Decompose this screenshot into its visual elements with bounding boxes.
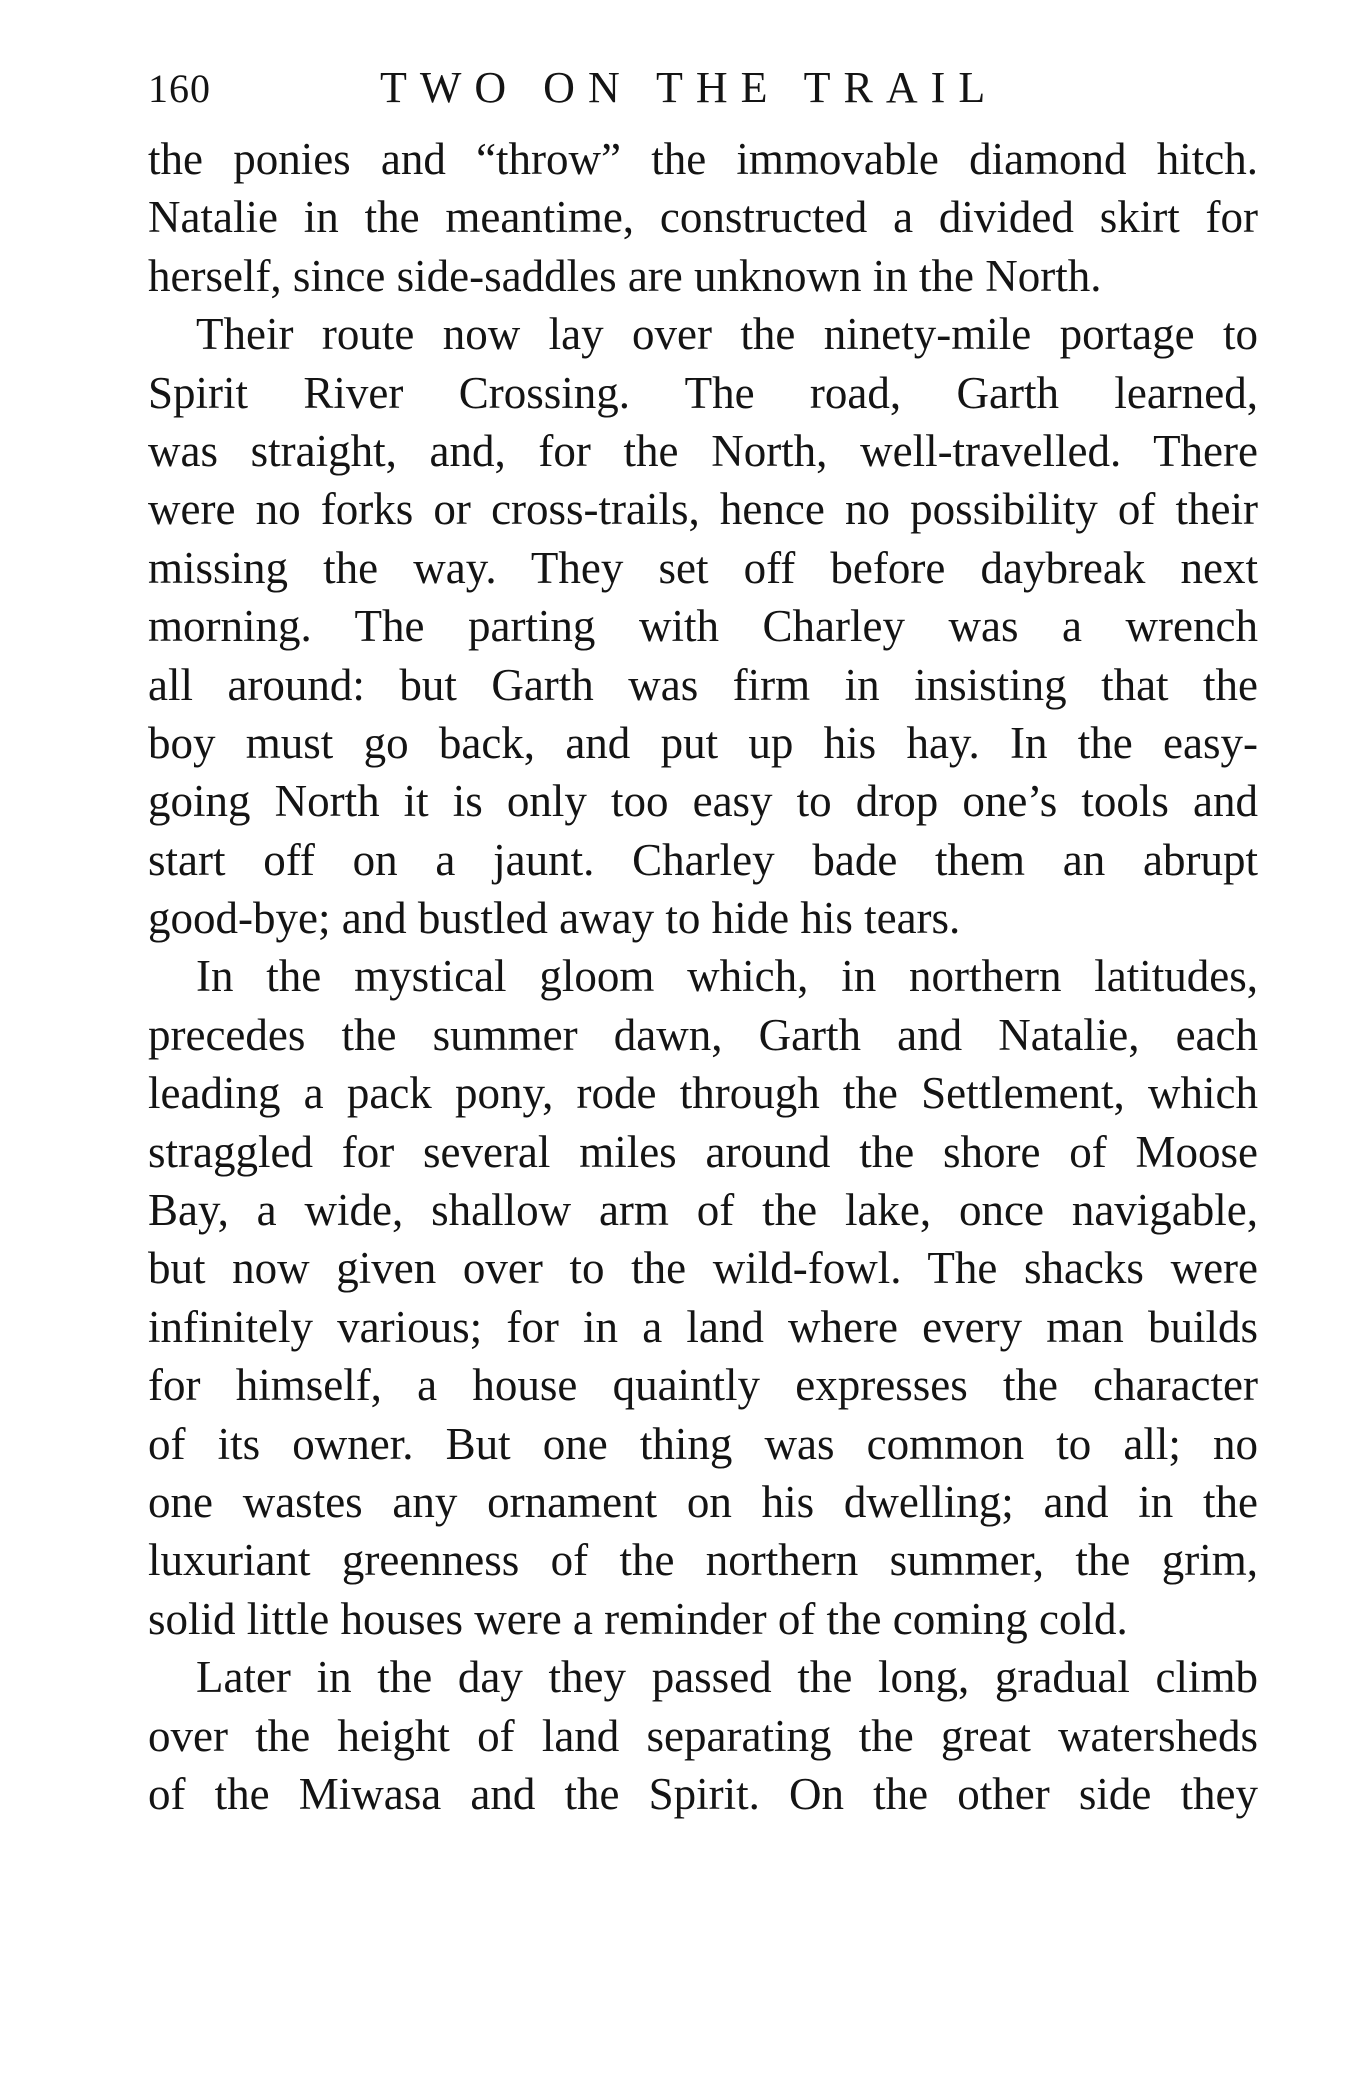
text-line: all around: but Garth was firm in insisting that the <box>148 659 1258 710</box>
text-line: the ponies and “throw” the immovable diamond hitch. <box>148 134 1258 184</box>
text-line: for himself, a house quaintly expresses the character <box>148 1360 1258 1411</box>
text-line: Spirit River Crossing. The road, Garth learned, <box>148 367 1258 418</box>
book-page <box>148 62 1258 1823</box>
text-line: morning. The parting with Charley was a wrench <box>148 601 1258 652</box>
text-line: of the Miwasa and the Spirit. On the other side they <box>148 1768 1258 1819</box>
text-line: infinitely various; for in a land where every man builds <box>148 1301 1258 1352</box>
text-line: was straight, and, for the North, well-travelled. There <box>148 425 1258 476</box>
text-line: Bay, a wide, shallow arm of the lake, once navigable, <box>148 1185 1258 1236</box>
text-line: going North it is only too easy to drop one’s tools and <box>148 776 1258 827</box>
text-line: straggled for several miles around the shore of Moose <box>148 1126 1258 1177</box>
text-line: Later in the day they passed the long, gradual climb <box>196 1652 1258 1703</box>
text-line: missing the way. They set off before daybreak next <box>148 542 1258 593</box>
text-line: of its owner. But one thing was common to all; no <box>148 1418 1258 1469</box>
text-line: solid little houses were a reminder of the coming cold. <box>148 1593 1128 1644</box>
text-line: Their route now lay over the ninety-mile portage to <box>196 309 1258 360</box>
text-line: but now given over to the wild-fowl. The shacks were <box>148 1243 1258 1294</box>
text-line: leading a pack pony, rode through the Settlement, which <box>148 1068 1258 1119</box>
running-title: TWO ON THE TRAIL <box>380 63 999 112</box>
text-line: start off on a jaunt. Charley bade them an abrupt <box>148 834 1258 885</box>
text-line: were no forks or cross-trails, hence no possibility of their <box>148 484 1258 535</box>
text-line: boy must go back, and put up his hay. In the easy- <box>148 717 1258 768</box>
text-line: one wastes any ornament on his dwelling; and in the <box>148 1476 1258 1527</box>
text-line: Natalie in the meantime, constructed a divided skirt for <box>148 192 1258 243</box>
text-line: herself, since side-saddles are unknown in the North. <box>148 250 1102 301</box>
text-line: precedes the summer dawn, Garth and Natalie, each <box>148 1009 1258 1060</box>
body-text <box>148 130 1258 1823</box>
text-line: over the height of land separating the great watersheds <box>148 1710 1258 1761</box>
page-number: 160 <box>148 66 211 111</box>
text-line: good-bye; and bustled away to hide his tears. <box>148 893 961 944</box>
text-line: luxuriant greenness of the northern summer, the grim, <box>148 1535 1258 1586</box>
text-line: In the mystical gloom which, in northern latitudes, <box>196 951 1258 1002</box>
running-head <box>148 62 1258 124</box>
